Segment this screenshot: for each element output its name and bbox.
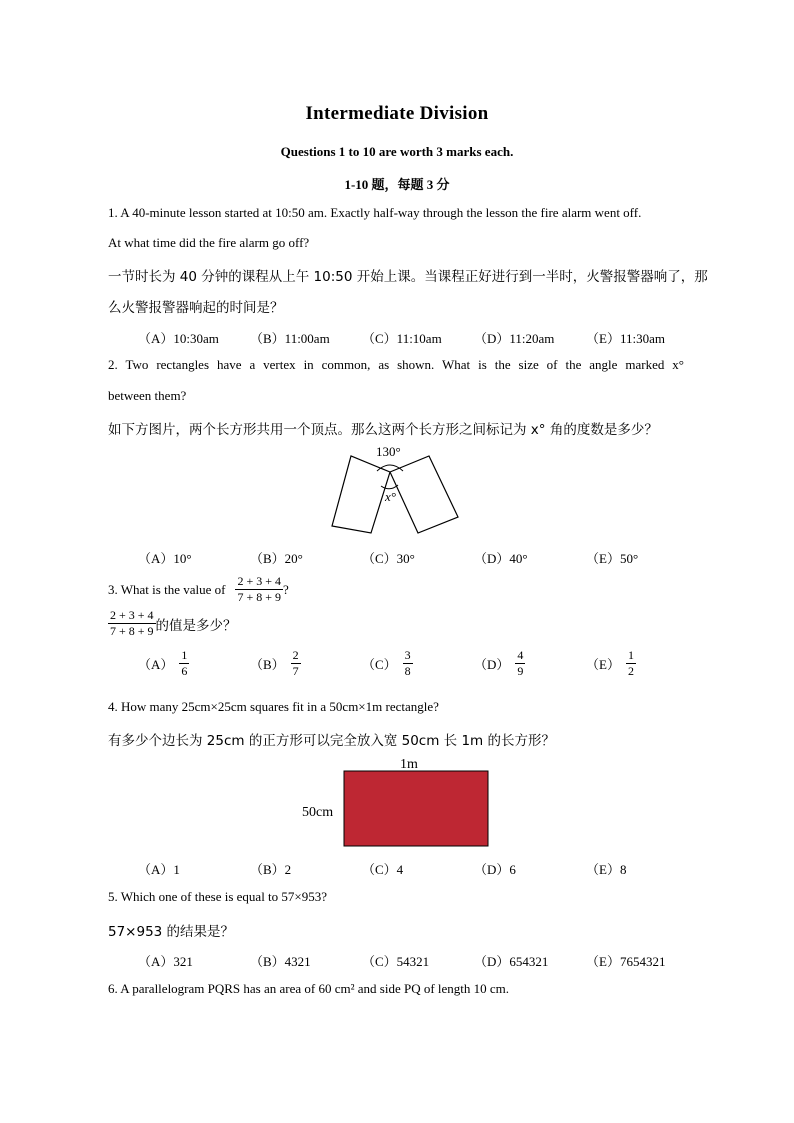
subtitle-english: Questions 1 to 10 are worth 3 marks each. [280, 144, 514, 159]
q3-english-suffix: ? [283, 581, 289, 597]
q3-option-b-den: 7 [292, 664, 299, 678]
q5-option-c: （C）54321 [362, 954, 430, 969]
q4-option-d: （D）6 [474, 862, 516, 877]
q3-option-b-fraction [291, 648, 301, 679]
q3-denominator: 7 + 8 + 9 [237, 590, 281, 604]
q5-english-line1: 5. Which one of these is equal to 57×953? [108, 889, 328, 904]
q1-chinese-line2: 么火警报警器响起的时间是？ [108, 300, 284, 316]
q4-option-a: （A）1 [138, 862, 180, 877]
q3-option-c [362, 648, 413, 679]
q3-option-a-label: （A） [138, 657, 174, 672]
q3-option-b [250, 648, 301, 679]
q1-english-line1: 1. A 40-minute lesson started at 10:50 am. Exactly half-way through the lesson the fire alarm went off. [108, 205, 642, 220]
q3-chinese-numerator: 2 + 3 + 4 [110, 608, 154, 622]
q1-option-e: （E）11:30am [586, 331, 665, 346]
q3-option-d-den: 9 [517, 664, 524, 678]
q4-option-e: （E）8 [586, 862, 627, 877]
q5-option-d: （D）654321 [474, 954, 549, 969]
q2-option-c: （C）30° [362, 551, 415, 566]
q4-option-c: （C）4 [362, 862, 404, 877]
q3-option-d-fraction [515, 648, 525, 679]
q4-chinese-line1: 有多少个边长为 25cm 的正方形可以完全放入宽 50cm 长 1m 的长方形？ [108, 733, 555, 749]
q2-english-line2: between them? [108, 388, 187, 403]
q3-english-line [108, 574, 289, 605]
q3-option-a-fraction [179, 648, 189, 679]
q3-chinese-suffix: 的值是多少？ [155, 617, 237, 634]
q3-option-e-label: （E） [586, 657, 620, 672]
q3-option-e-fraction [626, 648, 636, 679]
rectangle-width-label: 50cm [302, 805, 334, 820]
q3-numerator: 2 + 3 + 4 [237, 574, 281, 588]
rectangle-length-label: 1m [400, 757, 418, 772]
q3-option-d-label: （D） [474, 657, 510, 672]
rectangle-figure [300, 754, 492, 850]
angle-x-label: x° [385, 489, 396, 504]
q5-option-b: （B）4321 [250, 954, 311, 969]
q3-option-c-label: （C） [362, 657, 397, 672]
q3-option-e [586, 648, 636, 679]
two-rectangles-figure [320, 440, 470, 540]
q3-option-b-label: （B） [250, 657, 285, 672]
q4-option-b: （B）2 [250, 862, 292, 877]
q3-english-prefix: 3. What is the value of [108, 581, 226, 597]
q5-option-a: （A）321 [138, 954, 193, 969]
q3-option-a [138, 648, 189, 679]
q3-option-d [474, 648, 525, 679]
q3-chinese-line [108, 608, 237, 639]
q1-english-line2: At what time did the fire alarm go off? [108, 235, 310, 250]
q3-option-a-den: 6 [181, 664, 188, 678]
q3-option-b-num: 2 [292, 648, 299, 662]
q1-option-c: （C）11:10am [362, 331, 442, 346]
q2-english-line1: 2. Two rectangles have a vertex in common, as shown. What is the size of the angle marked x° [108, 357, 684, 372]
q3-option-c-fraction [403, 648, 413, 679]
q3-chinese-denominator: 7 + 8 + 9 [110, 624, 154, 638]
q5-option-e: （E）7654321 [586, 954, 666, 969]
q2-option-d: （D）40° [474, 551, 528, 566]
right-rectangle [390, 456, 458, 533]
q3-option-c-num: 3 [404, 648, 411, 662]
q3-chinese-fraction [108, 608, 156, 639]
red-rectangle [344, 771, 488, 846]
q1-option-d: （D）11:20am [474, 331, 555, 346]
q1-option-b: （B）11:00am [250, 331, 330, 346]
page-title: Intermediate Division [305, 103, 489, 124]
q5-chinese-line1: 57×953 的结果是？ [108, 924, 235, 940]
q1-chinese-line1: 一节时长为 40 分钟的课程从上午 10:50 开始上课。当课程正好进行到一半时，火警报警器响了，那 [108, 269, 708, 285]
q2-chinese-line1: 如下方图片，两个长方形共用一个顶点。那么这两个长方形之间标记为 x° 角的度数是多少？ [108, 422, 658, 438]
q3-fraction [235, 574, 283, 605]
q2-option-e: （E）50° [586, 551, 639, 566]
q2-option-a: （A）10° [138, 551, 192, 566]
angle-130-label: 130° [376, 444, 401, 459]
q3-option-c-den: 8 [404, 664, 411, 678]
q6-english-line1: 6. A parallelogram PQRS has an area of 60 cm² and side PQ of length 10 cm. [108, 981, 510, 996]
q3-option-d-num: 4 [517, 648, 524, 662]
q3-option-e-num: 1 [627, 648, 634, 662]
q1-option-a: （A）10:30am [138, 331, 219, 346]
subtitle-chinese: 1-10 题，每题 3 分 [344, 177, 450, 192]
q3-option-a-num: 1 [181, 648, 188, 662]
q4-english-line1: 4. How many 25cm×25cm squares fit in a 50cm×1m rectangle? [108, 699, 439, 714]
q3-option-e-den: 2 [627, 664, 634, 678]
q2-option-b: （B）20° [250, 551, 303, 566]
